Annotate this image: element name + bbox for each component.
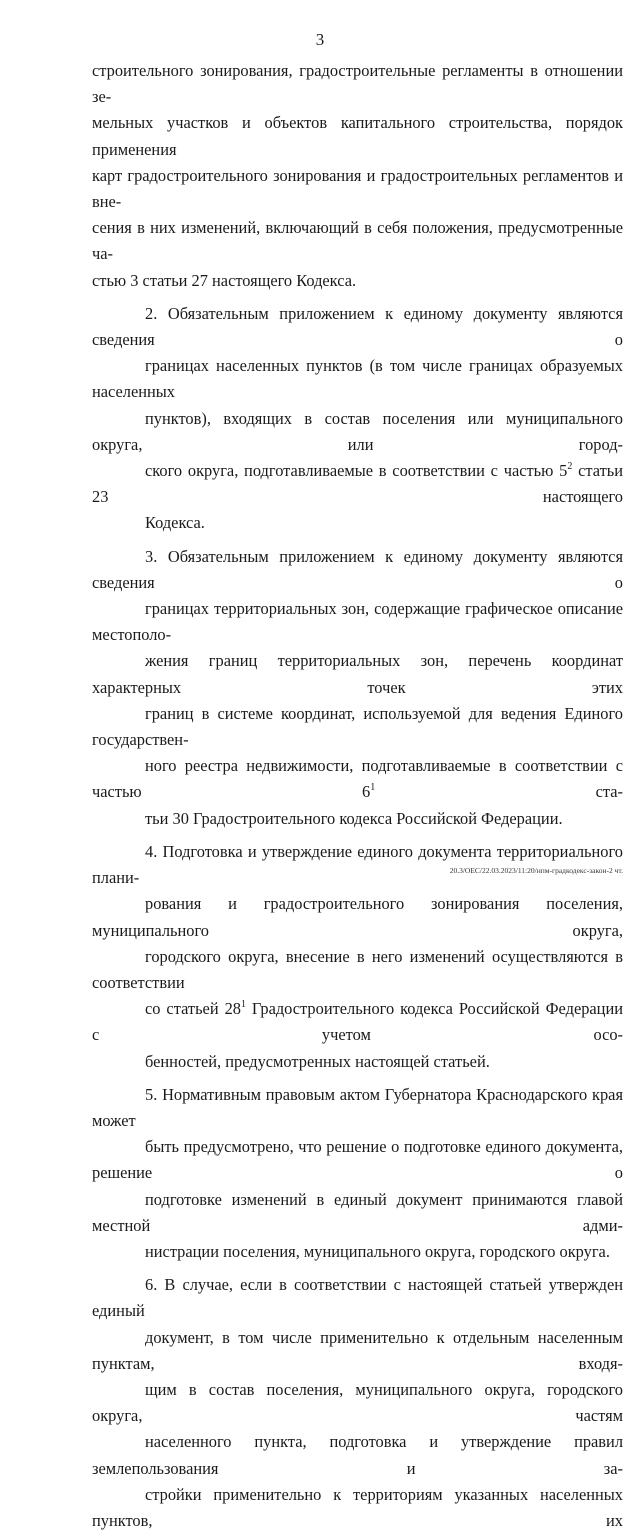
- paragraph-4: [92, 1082, 623, 1265]
- paragraph-gap: [92, 537, 623, 544]
- document-body: [92, 58, 623, 1534]
- text-line: 6. В случае, если в соответствии с настоящей статьей утвержден единый: [92, 1275, 623, 1321]
- paragraph-5: [92, 1272, 623, 1534]
- paragraph-gap: [92, 1075, 623, 1082]
- paragraph-continuation: [92, 58, 623, 294]
- text-line: нистрации поселения, муниципального округа, городского округа.: [145, 1241, 610, 1261]
- text-line: сения в них изменений, включающий в себя положения, предусмотренные ча-: [92, 218, 623, 264]
- text-line: со статьей $28^1$ Градостроительного кодекса Российской Федерации с учетом осо-: [92, 998, 623, 1045]
- paragraph-gap: [92, 1265, 623, 1272]
- text-line: документ, в том числе применительно к отдельным населенным пунктам, входя-: [92, 1327, 623, 1373]
- text-line: 3. Обязательным приложением к единому документу являются сведения о: [92, 546, 623, 592]
- text-line: стью 3 статьи 27 настоящего Кодекса.: [92, 270, 357, 290]
- text-line: городского округа, внесение в него изменений осуществляются в соответствии: [92, 946, 623, 992]
- superscript: 1: [240, 998, 246, 1010]
- text-line: жения границ территориальных зон, перечень координат характерных точек этих: [92, 651, 623, 697]
- text-line: населенного пункта, подготовка и утверждение правил землепользования и за-: [92, 1432, 623, 1478]
- text-line: быть предусмотрено, что решение о подготовке единого документа, решение о: [92, 1137, 623, 1183]
- text-line: ного реестра недвижимости, подготавливаемые в соответствии с частью $6^1$ ста-: [92, 756, 623, 802]
- superscript: 2: [567, 460, 573, 472]
- text-line: стройки применительно к территориям указанных населенных пунктов, их: [92, 1484, 623, 1530]
- text-line: бенностей, предусмотренных настоящей статьей.: [145, 1051, 490, 1071]
- paragraph-gap: [92, 832, 623, 839]
- text-line: строительного зонирования, градостроительные регламенты в отношении зе-: [92, 61, 623, 107]
- document-footer-code: 20.3/ОЕС/22.03.2023/11:20/нпм-градкодекс-закон-2 чт.: [449, 866, 623, 875]
- text-line: 4. Подготовка и утверждение единого документа территориального плани-: [92, 841, 623, 888]
- text-line: щим в состав поселения, муниципального округа, городского округа, частям: [92, 1379, 623, 1426]
- text-line: мельных участков и объектов капитального строительства, порядок применения: [92, 113, 623, 159]
- text-line: Кодекса.: [145, 513, 205, 533]
- text-line: подготовке изменений в единый документ принимаются главой местной адми-: [92, 1189, 623, 1235]
- paragraph-2: [92, 544, 623, 832]
- paragraph-gap: [92, 294, 623, 301]
- page-number: 3: [315, 30, 325, 49]
- text-line: границах населенных пунктов (в том числе границах образуемых населенных: [92, 356, 623, 402]
- superscript: 1: [370, 782, 376, 794]
- text-line: 2. Обязательным приложением к единому документу являются сведения о: [92, 303, 623, 350]
- text-line: границ в системе координат, используемой для ведения Единого государствен-: [92, 703, 623, 750]
- text-line: тьи 30 Градостроительного кодекса Российской Федерации.: [145, 808, 563, 828]
- text-line: карт градостроительного зонирования и градостроительных регламентов и вне-: [92, 165, 623, 212]
- text-line: границах территориальных зон, содержащие графическое описание местополо-: [92, 599, 623, 645]
- paragraph-1: [92, 301, 623, 537]
- text-line: пунктов), входящих в состав поселения или муниципального округа, или город-: [92, 408, 623, 454]
- text-line: рования и градостроительного зонирования поселения, муниципального округа,: [92, 894, 623, 940]
- text-line: 5. Нормативным правовым актом Губернатора Краснодарского края может: [92, 1084, 623, 1130]
- text-line: ского округа, подготавливаемые в соответствии с частью $5^2$ статьи 23 настоящего: [92, 460, 623, 507]
